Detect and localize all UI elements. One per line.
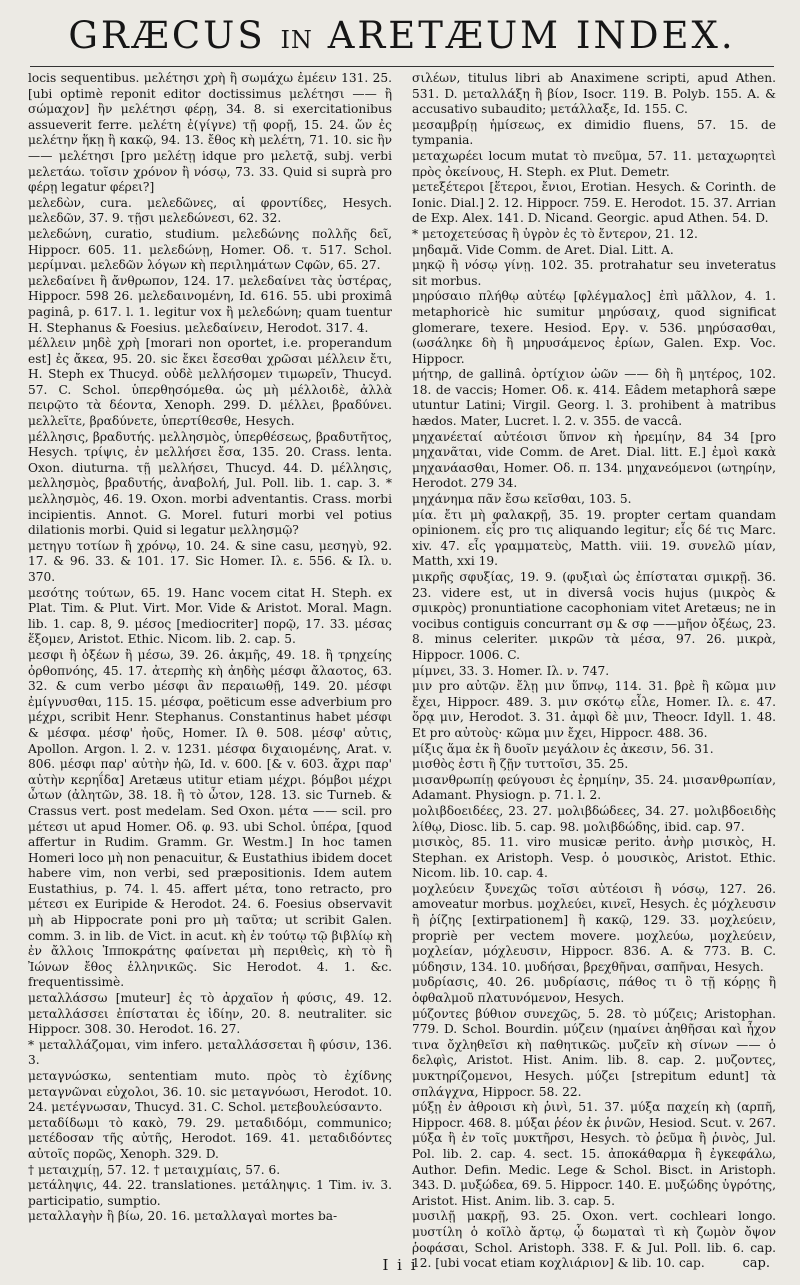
index-entry: μύζοντες βύθιον συνεχῶς, 5. 28. τὸ μύζεις; Aristophan. 779. D. Schol. Bourdin. μύζειν (ημαίνει ἀηθῆσαι καὶ ἦχον τινα ὄχληθεῖσι κὴ παθητικῶς. μυζεῖν κὴ σίνων —— ὁ δελφὶς, Aristot. Hist. Anim. lib. 8. cap. 2. μυζοντες, μυκτηρίζομενοι, Hesych. μύζει [strepitum edunt] τὰ σπλάγχνα, Hippocr. 58. 22. (412, 1006, 776, 1099)
index-entry: μήτηρ, de gallinâ. ὀρτίχιον ὠῶν —— δὴ ἢ μητέρος, 102. 18. de vaccis; Homer. Οδ. κ. 414. Eâdem metaphorâ sæpe utuntur Latini; Virgil. Georg. l. 3. prohibent à matribus hædos. Mater, Lucret. l. 2. v. 355. de vaccâ. (412, 367, 776, 429)
index-entry: μηδαμᾶ. Vide Comm. de Aret. Dial. Litt. A. (412, 242, 674, 257)
index-entry: μεταχωρέει locum mutat τὸ πνεῦμα, 57. 11. μεταχωρητεὶ πρὸς ὀκείνους, H. Steph. ex Plut. Demetr. (412, 148, 776, 179)
two-column-body (28, 71, 776, 1271)
page-header (28, 14, 776, 62)
index-entry: * μεταλλάζομαι, vim infero. μεταλλάσσεται ἢ φύσιν, 136. 3. (28, 1037, 392, 1068)
right-column (412, 71, 776, 1271)
header-rule (30, 66, 774, 67)
index-entry: μύξῃ ἐν ἀθροισι κὴ ῥινὶ, 51. 37. μύξα παχείη κὴ (αρπῆ, Hippocr. 468. 8. μύξαι ῥέον ἐκ ῥινῶν, Hesiod. Scut. v. 267. μύξα ἢ ἐν τοῖς μυκτῆρσι, Hesych. τὸ ῥεῦμα ἢ ῥινὸς, Jul. Pol. lib. 2. cap. 4. sect. 15. ἀποκάθαρμα ἢ ἐγκεφάλω, Author. Defin. Medic. Lege & Schol. Bisct. in Aristoph. 343. D. μυξώδεα, 69. 5. Hippocr. 140. E. μυξώδης ὑγρότης, Aristot. Hist. Anim. lib. 3. cap. 5. (412, 1100, 776, 1208)
signature-mark: I i i (382, 1256, 418, 1274)
index-entry: μεταλλάσσω [muteur] ἐς τὸ ἀρχαῖον ἡ φύσις, 49. 12. μεταλλάσσει ἐπίσταται ἐς ἰδίην, 20. 8. neutraliter. sic Hippocr. 308. 30. Herodot. 16. 27. (28, 991, 392, 1037)
index-entry: μία. ἔτι μὴ φαλακρῇ, 35. 19. propter certam quandam opinionem. εἷς pro τις aliquando legitur; εἷς δέ τις Marc. xiv. 47. εἷς γραμματεὺς, Matth. viii. 19. συνελῶ μίαν, Matth, xxi 19. (412, 507, 776, 569)
index-entry: μιν pro αὐτῷν. ἔλῃ μιν ὕπνῳ, 114. 31. βρὲ ἢ κῶμα μιν ἔχει, Hippocr. 489. 3. μιν σκότῳ εἶλε, Homer. Ιλ. ε. 47. ὅρᾳ μιν, Herodot. 3. 31. ἀμφὶ δὲ μιν, Theocr. Idyll. 1. 48. Et pro αὐτοὺς· κῶμα μιν ἔχει, Hippocr. 488. 36. (412, 679, 776, 740)
index-entry: μελεδὼν, cura. μελεδῶνες, αἱ φροντίδες, Hesych. μελεδῶν, 37. 9. τῇσι μελεδώνεσι, 62. 32. (28, 195, 392, 226)
index-entry: μηχανέεταί αὐτέοισι ὕπνον κὴ ἠρεμίην, 84 34 [pro μηχανᾶται, vide Comm. de Aret. Dial. litt. E.] ἐμοὶ κακὰ μηχανάασθαι, Homer. Οδ. π. 134. μηχανεόμενοι (ωτηρίην, Herodot. 279 34. (412, 429, 776, 491)
index-entry: * μετοχετεύσας ἢ ὑγρὸν ἐς τὸ ἔντερον, 21. 12. (412, 226, 698, 241)
index-entry: μετάληψις, 44. 22. translationes. μετάληψις. 1 Tim. iv. 3. participatio, sumptio. (28, 1178, 392, 1208)
index-entry: μικρῆς σφυξίας, 19. 9. (φυξιαὶ ὡς ἐπίσταται σμικρῇ. 36. 23. videre est, ut in diversâ vocis hujus (μικρὸς & σμικρὸς) pronuntiatione cacophoniam vitet Aretæus; ne in vocibus contiguis concurrant σμ & σφ ——μῆον ὀξέως, 23. 8. minus celeriter. μικρῶν τὰ μέσα, 97. 26. μικρὰ, Hippocr. 1006. C. (412, 570, 776, 662)
index-entry: μέλλειν μηδὲ χρὴ [morari non oportet, i.e. properandum est] ἐς ἄκεα, 95. 20. sic ἔκει ἔσεσθαι χρῶσαι μέλλειν ἔτι, H. Steph ex Thucyd. οὐδὲ μελλήσομεν τιμωρεῖν, Thucyd. 57. C. Schol. ὑπερθησόμεθα. ὡς μὴ μέλλοιδὲ, ἀλλὰ πειρῷτο τὰ δέοντα, Xenoph. 299. D. μέλλει, βραδύνει. μελλεῖτε, βραδύνετε, ὑπερτίθεσθε, Hesych. (28, 336, 392, 429)
index-entry: μυδρίασις, 40. 26. μυδρίασις, πάθος τι ὃ τῇ κόρῃς ἢ ὀφθαλμοῦ πλατυνόμενον, Hesych. (412, 975, 776, 1006)
index-entry: μοχλεύειν ξυνεχῶς τοῖσι αὐτέοισι ἢ νόσῳ, 127. 26. amoveatur morbus. μοχλεύει, κινεῖ, Hesych. ἐς μόχλευσιν ἢ ῥίζης [extirpationem] ἢ κακῷ, 129. 33. μοχλεύειν, propriè per vectem movere. μοχλεύω, μοχλεύειν, μοχλείαν, μόχλευσιν, Hippocr. 836. A. & 773. B. C. μύδησιν, 134. 10. μυδήσαι, βρεχθῆναι, σαπῆναι, Hesych. (412, 881, 776, 974)
left-column (28, 71, 392, 1231)
index-entry: μηρύσαιο πλήθῳ αὐτέῳ [φλέγμαλος] ἐπὶ μᾶλλον, 4. 1. metaphoricè hic sumitur μηρύσαιχ, quod significat glomerare, texere. Hesiod. Εργ. v. 536. μηρύσασθαι, (ωσάληκε δὴ ἢ μηρυσάμενος ἐρίων, Galen. Exp. Voc. Hippocr. (412, 289, 776, 366)
index-entry: μεταλλαγὴν ἢ βίω, 20. 16. μεταλλαγαὶ mortes ba- (28, 1209, 338, 1224)
index-entry: μηχάνημα πᾶν ἔσω κεῖσθαι, 103. 5. (412, 492, 632, 507)
index-entry: μηκῷ ἢ νόσῳ γίνῃ. 102. 35. protrahatur seu inveteratus sit morbus. (412, 258, 776, 288)
index-entry: † μεταιχμίῃ, 57. 12. † μεταιχμίαις, 57. 6. (28, 1162, 281, 1177)
header-word-in: IN (280, 26, 313, 54)
index-entry: μετηγυ τοτίων ἢ χρόνῳ, 10. 24. & sine casu, μεσηγὺ, 92. 17. & 96. 33. & 101. 17. Sic Homer. Ιλ. ε. 556. & Ιλ. υ. 370. (28, 538, 392, 584)
index-entry: μίξις ἅμα ἐκ ἢ δυοῖν μεγάλοιν ἐς ἀκεσιν, 56. 31. (412, 741, 714, 756)
index-entry: μολιβδοειδέες, 23. 27. μολιβδώδεες, 34. 27. μολιβδοειδὴς λίθῳ, Diosc. lib. 5. cap. 98. μολιβδώδης, ibid. cap. 97. (412, 803, 776, 834)
index-entry: μεσαμβρίῃ ἡμίσεως, ex dimidio fluens, 57. 15. de tympania. (412, 117, 776, 148)
catchword: cap. (742, 1256, 770, 1271)
index-entry: μεσφι ἢ ὀξέων ἢ μέσω, 39. 26. ἀκμῆς, 49. 18. ἢ τρηχείης ὀρθοπνόης, 45. 17. ἀτερπὴς κὴ ἀηδὴς μέσφι ἄλαοτος, 63. 32. & cum verbo μέσφι ἂν περαιωθῇ, 149. 20. μέσφι ἐμίγνυσθαι, 115. 15. μέσφα, poëticum esse adverbium pro μέχρι, scribit Henr. Stephanus. Constantinus habet μέσφι & μέσφα. μέσφ' ἠοῦς, Homer. Ιλ θ. 508. μέσφ' αὐτις, Apollon. Argon. l. 2. v. 1231. μέσφα διχαιομένης, Arat. v. 806. μέσφι παρ' αὐτὴν ἠῶ, Id. v. 600. [& v. 603. ἄχρι παρ' αὐτὴν κερηΐδα] Aretæus utitur etiam μέχρι. βόμβοι μέχρι ὦτων (ἀλητῶν, 38. 18. ἢ τὸ ὦτον, 128. 13. sic Turneb. & Crassus vert. post medelam. Sed Oxon. μέτα —— scil. pro μέτεσι ut apud Homer. Οδ. φ. 93. ubi Schol. ὑπέρα, [quod affertur in Rudim. Gramm. Gr. Westm.] In hoc tamen Homeri loco μὴ non penacuitur, & Eustathius ibidem docet habere vim, non verbi, sed præpositionis. Idem autem Eustathius, p. 74. l. 45. affert μέτα, tono retracto, pro μέτεσι ex Euripide & Herodot. 24. 6. Foesius observavit μὴ ab Hippocrate poni pro μὴ ταῦτα; ut scribit Galen. comm. 3. in lib. de Vict. in acut. κὴ ἐν τούτῳ τῷ βιβλίῳ κὴ ἐν ἄλλοις Ἱπποκράτης φαίνεται μὴ περιθεὶς, κὴ τὸ ἢ Ἰώνων ἔθος ἑλληνικῶς. Sic Herodot. 4. 1. &c. frequentissimè. (28, 647, 392, 990)
index-entry: μελεδαίνει ἢ ἄνθρωπον, 124. 17. μελεδαίνει τὰς ὑστέρας, Hippocr. 598 26. μελεδαινομένη, Id. 616. 55. ubi proximâ paginâ, p. 617. l. 1. legitur vox ἢ μελεδώνη; quam tuentur H. Stephanus & Foesius. μελεδαίνειν, Herodot. 317. 4. (28, 273, 392, 335)
index-entry: μυσιλῇ μακρῇ, 93. 25. Oxon. vert. cochleari longo. μυστίλη ὁ κοῖλὸ ἄρτῳ, ᾧ δωματαὶ τὶ κὴ ζωμὸν ὄψον ῥοφάσαι, Schol. Aristoph. 338. F. & Jul. Poll. lib. 6. cap. 12. [ubi vocat etiam κοχλιάριον] & lib. 10. cap. (412, 1209, 776, 1271)
index-entry: μεταγνώσκω, sententiam muto. πρὸς τὸ ἐχίδνης μεταγνῶναι εὐχολοι, 36. 10. sic μεταγνόωσι, Herodot. 10. 24. μετέγνωσαν, Thucyd. 31. C. Schol. μετεβουλεύσαντο. (28, 1069, 392, 1115)
header-word-graecus: GRÆCUS (68, 14, 266, 57)
header-word-index: INDEX. (575, 14, 736, 57)
index-entry: locis sequentibus. μελέτησι χρὴ ἢ σωμάχω ἐμέειν 131. 25. [ubi optimè reponit editor doctissimus μελέτησι —— ἢ σώμαχον] ἢν μελέτησι φέρῃ, 34. 8. si exercitationibus assueverit ferre. μελέτη ἐ(γίγνε) τῇ φορῇ, 15. 24. ὥν ἐς μελέτην ἥκῃ ἢ κακῷ, 94. 13. ἔθος κὴ μελέτη, 71. 10. sic ἢν —— μελέτησι [pro μελέτῃ idque pro μελετᾷ, subj. verbi μελετάω. τοῖσιν χρόνον ἢ νόσῳ, 73. 33. Quid si suprà pro φέρῃ legatur φέρει?] (28, 71, 392, 195)
index-entry: μέλλησις, βραδυτής. μελλησμὸς, ὑπερθέσεως, βραδυτῆτος, Hesych. τρίψις, ἐν μελλήσει ἔσα, 135. 20. Crass. lenta. Oxon. diuturna. τῇ μελλήσει, Thucyd. 44. D. μέλλησις, μελλησμὸς, βραδυτής, ἀναβολή, Jul. Poll. lib. 1. cap. 3. * μελλησμὸς, 46. 19. Oxon. morbi adventantis. Crass. morbi incipientis. Annot. G. Morel. futuri morbi vel potius dilationis morbi. Quid si legatur μελλησμῷ? (28, 429, 392, 538)
index-entry: μισθὸς ἐστι ἢ ζῇν τυττοῖσι, 35. 25. (412, 757, 629, 772)
index-entry: σιλέων, titulus libri ab Anaximene scripti, apud Athen. 531. D. μεταλλάξη ἢ βίον, Isocr. 119. B. Polyb. 155. A. & accusativo subaudito; μετάλλαξε, Id. 155. C. (412, 71, 776, 117)
index-entry: μισανθρωπίῃ φεύγουσι ἐς ἐρημίην, 35. 24. μισανθρωπίαν, Adamant. Physiogn. p. 71. l. 2. (412, 772, 776, 803)
index-entry: μεσότης τούτων, 65. 19. Hanc vocem citat H. Steph. ex Plat. Tim. & Plut. Virt. Mor. Vide & Aristot. Moral. Magn. lib. 1. cap. 8, 9. μέσος [mediocriter] πορῷ, 17. 33. μέσας ἕξομεν, Aristot. Ethic. Nicom. lib. 2. cap. 5. (28, 585, 392, 647)
index-entry: μετεξέτεροι [ἕτεροι, ἔνιοι, Erotian. Hesych. & Corinth. de Ionic. Dial.] 2. 12. Hippocr. 759. E. Herodot. 15. 37. Arrian de Exp. Alex. 141. D. Nicand. Georgic. apud Athen. 54. D. (412, 180, 776, 226)
index-entry: μισικὸς, 85. 11. viro musicæ perito. ἀνὴρ μισικὸς, H. Stephan. ex Aristoph. Vesp. ὁ μουσικὸς, Aristot. Ethic. Nicom. lib. 10. cap. 4. (412, 835, 776, 881)
header-word-aretaeum: ARETÆUM (327, 14, 562, 57)
index-entry: μελεδώνη, curatio, studium. μελεδώνης πολλῆς δεῖ, Hippocr. 605. 11. μελεδώνῃ, Homer. Οδ. τ. 517. Schol. μερίμναι. μελεδῶν λόγων κὴ περιλημάτων Cφῶν, 65. 27. (28, 226, 392, 273)
index-entry: μεταδίδωμι τὸ κακὸ, 79. 29. μεταδιδόμι, communico; μετέδοσαν τῆς αὐτῆς, Herodot. 169. 41. μεταδιδόντες αὐτοῖς πορῶς, Xenoph. 329. D. (28, 1115, 392, 1161)
index-entry: μίμνει, 33. 3. Homer. Ιλ. ν. 747. (412, 663, 610, 678)
